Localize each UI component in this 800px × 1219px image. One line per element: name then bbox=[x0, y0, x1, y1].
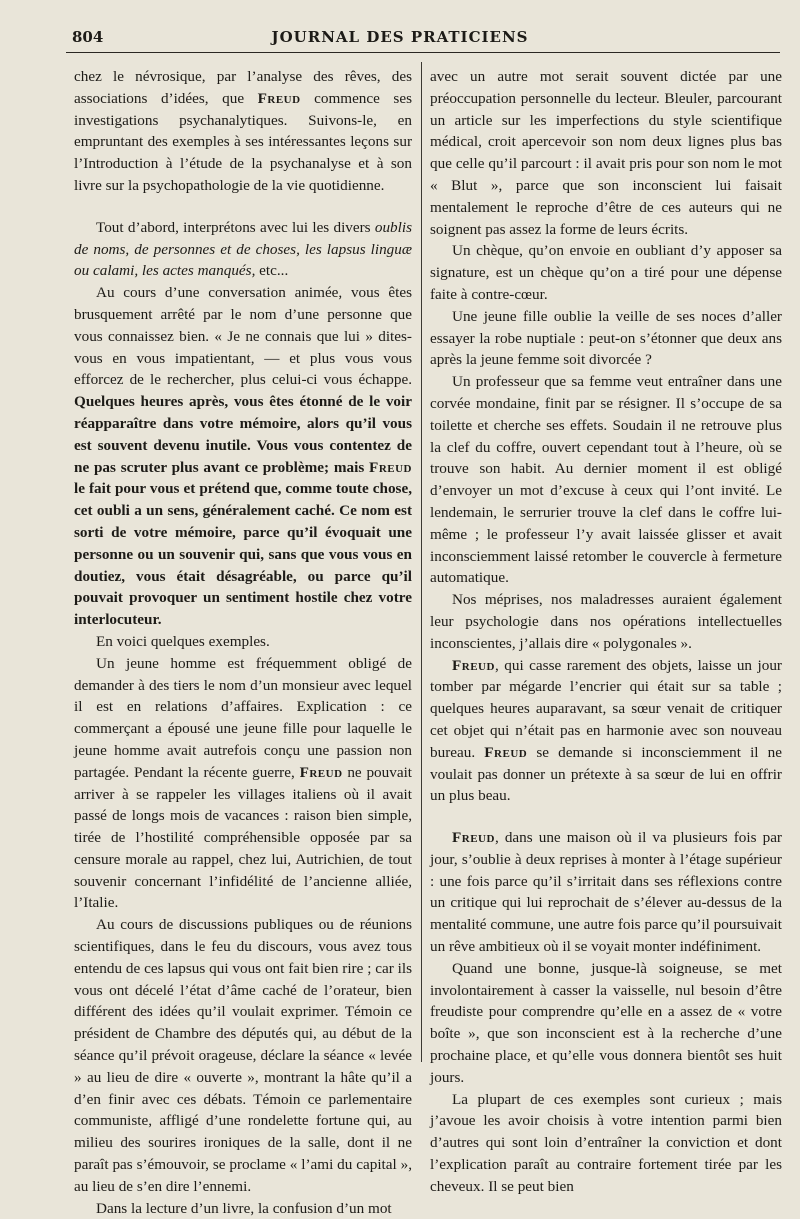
text-span: Nos méprises, nos maladresses auraient également leur psychologie dans nos opérations intellectuelles inconscientes, j’allais dire « polygonales ». bbox=[430, 591, 782, 652]
paragraph bbox=[430, 1089, 782, 1198]
paragraph bbox=[74, 1198, 412, 1219]
text-span: Tout d’abord, interprétons avec lui les divers bbox=[96, 218, 375, 236]
paragraph bbox=[430, 371, 782, 589]
paragraph bbox=[430, 827, 782, 958]
text-span: Une jeune fille oublie la veille de ses noces d’aller essayer la robe nuptiale : peut-on s’étonner que deux ans après la jeune femme soit divorcée ? bbox=[430, 307, 782, 369]
author-name: Freud bbox=[257, 89, 301, 107]
text-span: Un jeune homme est fréquemment obligé de demander à des tiers le nom d’un monsieur avec lequel il est en relations d’affaires. Explication : ce commerçant a épousé une jeune fille pour laquelle le jeune homme avait autrefois conçu une passion non partagée. Pendant la récente guerre, bbox=[74, 654, 412, 781]
paragraph bbox=[74, 282, 412, 631]
text-span: avec un autre mot serait souvent dictée par une préoccupation personnelle du lecteur. Bleuler, parcourant un article sur les imperfections du style scientifique médical, croit apercevoir son nom deux lignes plus bas que celle qu’il parcourt : il avait pris pour son nom le mot « Blut », parce que son inconscient lui faisait mentalement le reproche d’être de ces auteurs qui ne soignent pas assez la forme de leurs écrits. bbox=[430, 68, 782, 238]
text-span: etc... bbox=[255, 262, 289, 280]
header-rule bbox=[66, 52, 780, 53]
author-name: Freud bbox=[299, 763, 343, 781]
bold-text: le fait pour vous et prétend que, comme toute chose, cet oubli a un sens, généralement caché. Ce nom est sorti de votre mémoire, parce qu’il évoquait une personne ou un souvenir qui, sans que vous vous en doutiez, vous était désagréable, ou parce qu’il pouvait provoquer un sentiment hostile chez votre interlocuteur. bbox=[74, 480, 412, 629]
author-name: Freud bbox=[484, 743, 528, 761]
right-column bbox=[430, 66, 782, 1195]
text-span: , dans une maison où il va plusieurs fois par jour, s’oublie à deux reprises à monter à l’étage supérieur : une fois parce qu’il s’irritait dans ses réflexions contre un critique qui lui reprochait de s’élever au-dessus de la mentalité commune, une autre fois parce qu’il poursuivait un rêve ambitieux où il se voyait monter indéfiniment. bbox=[430, 829, 782, 956]
column-divider bbox=[421, 62, 422, 1062]
paragraph bbox=[74, 631, 412, 653]
paragraph bbox=[430, 66, 782, 240]
page-header bbox=[0, 28, 800, 54]
text-span: , qui casse rarement des objets, laisse un jour tomber par mégarde l’encrier qui était sur sa table ; quelques heures auparavant, sa sœur venait de critiquer cet objet qui n’était pas en harmonie avec son nouveau bureau. bbox=[430, 656, 782, 761]
page-number: 804 bbox=[72, 28, 104, 46]
paragraph bbox=[430, 958, 782, 1089]
left-column bbox=[74, 66, 413, 1217]
italic-text: oublis de noms, de personnes et de choses, les lapsus linguæ ou calami, les actes manqués, bbox=[74, 218, 412, 280]
paragraph bbox=[74, 914, 412, 1197]
text-span: Dans la lecture d’un livre, la confusion d’un mot bbox=[96, 1199, 392, 1217]
running-title: JOURNAL DES PRATICIENS bbox=[271, 28, 529, 46]
author-name: Freud bbox=[452, 829, 495, 847]
text-span: ne pouvait arriver à se rappeler les villages italiens où il avait passé de longs mois de vacances : raison bien simple, tirée de l’hostilité compréhensible opposée par sa censure morale au rappel, chez lui, Autrichien, de tout souvenir concernant l’infidélité de l’ancienne alliée, l’Italie. bbox=[74, 763, 413, 912]
text-span: En voici quelques exemples. bbox=[96, 632, 270, 650]
bold-text: Quelques heures après, vous êtes étonné de le voir réapparaître dans votre mémoire, alors qu’il vous est souvent devenu inutile. Vous vous contentez de ne pas scruter plus avant ce problème; mais bbox=[74, 393, 412, 476]
text-span: Au cours d’une conversation animée, vous êtes brusquement arrêté par le nom d’une personne que vous connaissez bien. « Je ne connais que lui » dites-vous en vous impatientant, — et plus vous vous efforcez de le rechercher, plus celui-ci vous échappe. bbox=[74, 284, 412, 389]
text-span: La plupart de ces exemples sont curieux ; mais j’avoue les avoir choisis à votre intention parmi bien d’autres qui sont loin d’entraîner la conviction et dont l’explication paraît au contraire fortement tirée par les cheveux. Il se peut bien bbox=[430, 1090, 782, 1195]
paragraph bbox=[74, 653, 412, 915]
paragraph bbox=[430, 240, 782, 305]
text-span: Au cours de discussions publiques ou de réunions scientifiques, dans le feu du discours, vous avez tous entendu de ces lapsus qui vous ont fait bien rire ; car ils vous ont décelé l’état d’âme caché de l’orateur, bien différent des idées qu’il voulait exprimer. Témoin ce président de Chambre des députés qui, au début de la séance qu’il prévoit orageuse, déclare la séance « levée » au lieu de dire « ouverte », montrant la hâte qu’il a d’en finir avec ces débats. Témoin ce parlementaire communiste, affligé d’une rondelette fortune qui, au milieu des sourires ironiques de la salle, dont il ne paraît pas s’émouvoir, se proclame « l’ami du capital », au lieu de s’en dire l’ennemi. bbox=[74, 916, 412, 1195]
text-span: commence ses investigations psychanalytiques. Suivons-le, en empruntant des exemples à ses intéressantes leçons sur l’Introduction à l’étude de la psychanalyse et à son livre sur la psychopathologie de la vie quotidienne. bbox=[74, 89, 412, 194]
paragraph bbox=[430, 655, 782, 808]
text-span: chez le névrosique, par l’analyse des rêves, des associations d’idées, que bbox=[74, 68, 412, 107]
text-span: se demande si inconsciemment il ne voulait pas donner un prétexte à sa sœur de lui en offrir un plus beau. bbox=[430, 743, 782, 805]
paragraph bbox=[74, 66, 412, 197]
text-span: Quand une bonne, jusque-là soigneuse, se met involontairement à casser la vaisselle, nul besoin d’être freudiste pour comprendre qu’elle en a assez de « votre boîte », que son inconscient est à la recherche d’une prochaine place, et qu’elle vous donnera bientôt ses huit jours. bbox=[430, 959, 782, 1086]
author-name: Freud bbox=[452, 656, 495, 674]
text-span: Un professeur que sa femme veut entraîner dans une corvée mondaine, finit par se résigner. Il s’occupe de sa toilette et cherche ses effets. Soudain il ne retrouve plus la clef du coffre, ouvert cependant tout à l’heure, où se trouve son habit. Au dernier moment il est obligé d’envoyer un mot d’excuse à ceux qui l’ont invité. Le lendemain, le serrurier trouve la clef dans le coffre lui-même ; le professeur l’y avait laissée glisser et avait inconsciemment laissé retomber le couvercle à fermeture automatique. bbox=[430, 373, 782, 587]
text-span: Un chèque, qu’on envoie en oubliant d’y apposer sa signature, est un chèque qu’on a tiré pour une dépense faite à contre-cœur. bbox=[430, 242, 782, 303]
paragraph bbox=[430, 306, 782, 371]
paragraph bbox=[74, 217, 412, 282]
author-name: Freud bbox=[369, 458, 412, 476]
paragraph bbox=[430, 589, 782, 654]
